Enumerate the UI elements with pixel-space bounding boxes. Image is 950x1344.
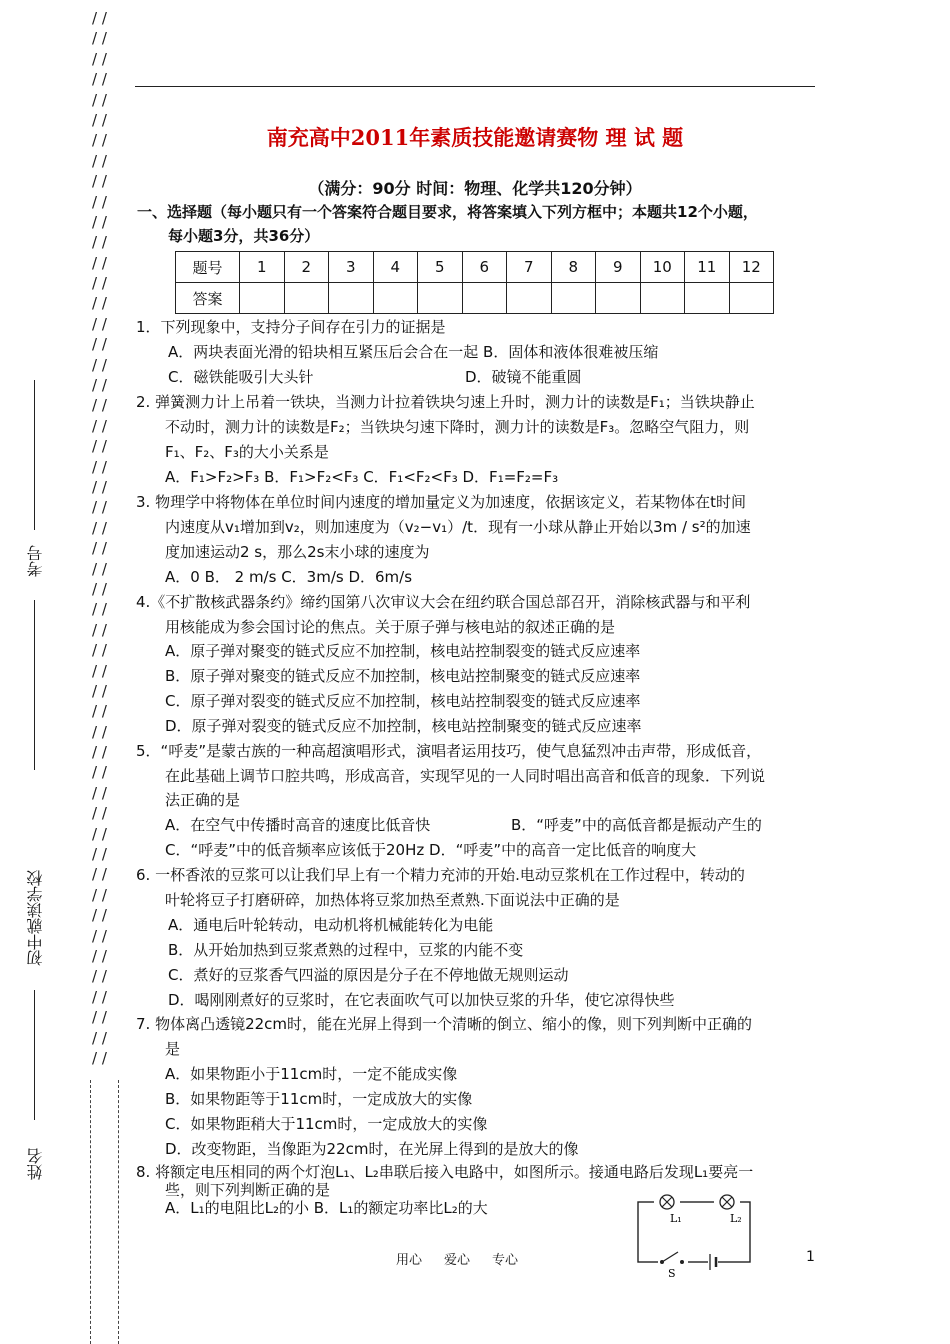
option-line: B．如果物距等于11cm时，一定成放大的实像 <box>165 1090 473 1108</box>
margin-slash: / / <box>92 865 107 884</box>
margin-slash: / / <box>92 90 107 109</box>
section-heading-cont: 每小题3分，共36分） <box>168 227 320 245</box>
margin-slash: / / <box>92 702 107 721</box>
margin-slash: / / <box>92 70 107 89</box>
question-line: F₁、F₂、F₃的大小关系是 <box>165 443 329 461</box>
question-line: 7. 物体离凸透镜22cm时，能在光屏上得到一个清晰的倒立、缩小的像，则下列判断中正确的 <box>136 1015 753 1033</box>
option-line: C．煮好的豆浆香气四溢的原因是分子在不停地做无规则运动 <box>168 966 569 984</box>
margin-slash: / / <box>92 1028 107 1047</box>
margin-slash: / / <box>92 885 107 904</box>
margin-slash: / / <box>92 437 107 456</box>
margin-slash: / / <box>92 641 107 660</box>
margin-slash: / / <box>92 743 107 762</box>
binding-margin-marks <box>92 8 122 1068</box>
table-row <box>176 252 774 283</box>
answer-cell[interactable] <box>240 283 285 314</box>
option-line: A．在空气中传播时高音的速度比低音快 <box>165 816 431 834</box>
answer-cell[interactable] <box>418 283 463 314</box>
page-number: 1 <box>806 1249 815 1265</box>
cut-line-2 <box>118 1080 119 1344</box>
margin-slash: / / <box>92 192 107 211</box>
margin-slash: / / <box>92 355 107 374</box>
margin-slash: / / <box>92 49 107 68</box>
footer-word: 爱心 <box>444 1253 471 1268</box>
margin-slash: / / <box>92 498 107 517</box>
margin-slash: / / <box>92 457 107 476</box>
option-line: B．从开始加热到豆浆煮熟的过程中，豆浆的内能不变 <box>168 941 524 959</box>
header-rule <box>135 86 815 87</box>
answer-cell[interactable] <box>507 283 552 314</box>
margin-slash: / / <box>92 9 107 27</box>
table-cell: 10 <box>640 252 685 283</box>
kaohao-line-top <box>34 380 35 530</box>
answer-cell[interactable] <box>551 283 596 314</box>
table-cell: 5 <box>418 252 463 283</box>
option-line: D．破镜不能重圆 <box>465 368 582 386</box>
option-line: A．F₁>F₂>F₃ B．F₁>F₂<F₃ C．F₁<F₂<F₃ D．F₁=F₂=F₃ <box>165 468 559 486</box>
school-label: 初中就读学校 <box>26 870 45 966</box>
margin-slash: / / <box>92 518 107 537</box>
page-subtitle: （满分：90分 时间：物理、化学共120分钟） <box>308 179 642 198</box>
option-line: C．如果物距稍大于11cm时，一定成放大的实像 <box>165 1115 488 1133</box>
footer-motto <box>396 1249 540 1268</box>
footer-word: 用心 <box>396 1253 423 1268</box>
margin-slash: / / <box>92 987 107 1006</box>
margin-slash: / / <box>92 110 107 129</box>
table-cell: 12 <box>729 252 774 283</box>
margin-slash: / / <box>92 783 107 802</box>
option-line: B．原子弹对聚变的链式反应不加控制，核电站控制聚变的链式反应速率 <box>165 667 641 685</box>
circuit-diagram <box>630 1190 760 1280</box>
table-cell: 8 <box>551 252 596 283</box>
margin-slash: / / <box>92 579 107 598</box>
table-cell: 11 <box>685 252 730 283</box>
circuit-wire <box>638 1202 750 1262</box>
margin-slash: / / <box>92 845 107 864</box>
margin-slash: / / <box>92 906 107 925</box>
kaohao-label: 考号 <box>26 545 45 577</box>
margin-slash: / / <box>92 253 107 272</box>
option-line: A．通电后叶轮转动，电动机将机械能转化为电能 <box>168 916 494 934</box>
margin-slash: / / <box>92 1008 107 1027</box>
option-line: C．原子弹对裂变的链式反应不加控制，核电站控制裂变的链式反应速率 <box>165 692 641 710</box>
table-cell: 7 <box>507 252 552 283</box>
answer-cell[interactable] <box>284 283 329 314</box>
margin-slash: / / <box>92 274 107 293</box>
margin-slash: / / <box>92 620 107 639</box>
answer-cell[interactable] <box>596 283 641 314</box>
cut-line-1 <box>90 1080 91 1344</box>
question-line: 用核能成为参会国讨论的焦点。关于原子弹与核电站的叙述正确的是 <box>165 618 616 636</box>
answer-table <box>175 251 774 314</box>
table-cell: 4 <box>373 252 418 283</box>
kaohao-line-bottom <box>34 600 35 770</box>
answer-cell[interactable] <box>373 283 418 314</box>
margin-slash: / / <box>92 1048 107 1067</box>
page-title: 南充高中2011年素质技能邀请赛物 理 试 题 <box>266 125 684 150</box>
question-line: 些，则下列判断正确的是 <box>165 1181 331 1199</box>
option-line: A．如果物距小于11cm时，一定不能成实像 <box>165 1065 458 1083</box>
margin-slash: / / <box>92 722 107 741</box>
margin-slash: / / <box>92 416 107 435</box>
margin-slash: / / <box>92 477 107 496</box>
table-cell: 2 <box>284 252 329 283</box>
margin-slash: / / <box>92 804 107 823</box>
lamp-l1-label: L₁ <box>670 1212 682 1225</box>
option-line: A．两块表面光滑的铅块相互紧压后会合在一起 B．固体和液体很难被压缩 <box>168 343 659 361</box>
margin-slash: / / <box>92 967 107 986</box>
option-line: C．磁铁能吸引大头针 <box>168 368 314 386</box>
margin-slash: / / <box>92 539 107 558</box>
question-line: 2. 弹簧测力计上吊着一铁块，当测力计拉着铁块匀速上升时，测力计的读数是F₁；当铁块静止 <box>136 393 755 411</box>
margin-slash: / / <box>92 233 107 252</box>
table-cell: 3 <box>329 252 374 283</box>
margin-slash: / / <box>92 661 107 680</box>
lamp-l1-icon <box>660 1195 674 1209</box>
answer-cell[interactable] <box>685 283 730 314</box>
table-cell: 1 <box>240 252 285 283</box>
answer-cell[interactable] <box>462 283 507 314</box>
table-cell: 6 <box>462 252 507 283</box>
question-line: 4.《不扩散核武器条约》缔约国第八次审议大会在纽约联合国总部召开，消除核武器与和平利 <box>136 593 751 611</box>
answer-cell[interactable] <box>729 283 774 314</box>
question-line: 6. 一杯香浓的豆浆可以让我们早上有一个精力充沛的开始.电动豆浆机在工作过程中，转动的 <box>136 866 745 884</box>
margin-slash: / / <box>92 824 107 843</box>
margin-slash: / / <box>92 294 107 313</box>
option-line: A．原子弹对聚变的链式反应不加控制，核电站控制裂变的链式反应速率 <box>165 642 641 660</box>
option-line: C．“呼麦”中的低音频率应该低于20Hz D．“呼麦”中的高音一定比低音的响度大 <box>165 841 697 859</box>
answer-cell[interactable] <box>329 283 374 314</box>
question-line: 3. 物理学中将物体在单位时间内速度的增加量定义为加速度，依据该定义，若某物体在t时间 <box>136 493 746 511</box>
option-line: D．喝刚刚煮好的豆浆时，在它表面吹气可以加快豆浆的升华，使它凉得快些 <box>168 991 675 1009</box>
section-heading: 一、选择题（每小题只有一个答案符合题目要求，将答案填入下列方框中；本题共12个小题， <box>137 203 758 221</box>
question-line: 度加速运动2 s，那么2s末小球的速度为 <box>165 543 430 561</box>
table-head-answer: 答案 <box>176 283 240 314</box>
lamp-l2-icon <box>720 1195 734 1209</box>
margin-slash: / / <box>92 396 107 415</box>
answer-cell[interactable] <box>640 283 685 314</box>
option-line: D．原子弹对裂变的链式反应不加控制，核电站控制聚变的链式反应速率 <box>165 717 642 735</box>
question-line: 1．下列现象中，支持分子间存在引力的证据是 <box>136 318 446 336</box>
question-line: 叶轮将豆子打磨研碎，加热体将豆浆加热至煮熟.下面说法中正确的是 <box>165 891 620 909</box>
option-line: A．L₁的电阻比L₂的小 B．L₁的额定功率比L₂的大 <box>165 1199 488 1217</box>
table-head-number: 题号 <box>176 252 240 283</box>
margin-slash: / / <box>92 131 107 150</box>
margin-slash: / / <box>92 600 107 619</box>
margin-slash: / / <box>92 151 107 170</box>
table-cell: 9 <box>596 252 641 283</box>
question-line: 内速度从v₁增加到v₂，则加速度为（v₂−v₁）/t．现有一小球从静止开始以3m / s²的加速 <box>165 518 751 536</box>
question-line: 是 <box>165 1040 181 1058</box>
option-line: A．0 B． 2 m/s C．3m/s D．6m/s <box>165 568 413 586</box>
question-line: 5．“呼麦”是蒙古族的一种高超演唱形式，演唱者运用技巧，使气息猛烈冲击声带，形成低音， <box>136 742 762 760</box>
switch-label: S <box>668 1267 676 1280</box>
margin-slash: / / <box>92 376 107 395</box>
margin-slash: / / <box>92 314 107 333</box>
name-label: 姓名 <box>26 1148 45 1180</box>
lamp-l2-label: L₂ <box>730 1212 742 1225</box>
question-line: 8. 将额定电压相同的两个灯泡L₁、L₂串联后接入电路中，如图所示。接通电路后发现L₁要亮一 <box>136 1163 754 1181</box>
footer-word: 专心 <box>492 1253 519 1268</box>
margin-slash: / / <box>92 29 107 48</box>
option-line: B．“呼麦”中的高低音都是振动产生的 <box>511 816 762 834</box>
margin-slash: / / <box>92 212 107 231</box>
margin-slash: / / <box>92 335 107 354</box>
question-line: 法正确的是 <box>165 791 241 809</box>
margin-slash: / / <box>92 559 107 578</box>
question-line: 不动时，测力计的读数是F₂；当铁块匀速下降时，测力计的读数是F₃。忽略空气阻力，则 <box>165 418 750 436</box>
margin-slash: / / <box>92 926 107 945</box>
margin-slash: / / <box>92 172 107 191</box>
margin-slash: / / <box>92 946 107 965</box>
question-line: 在此基础上调节口腔共鸣，形成高音，实现罕见的一人同时唱出高音和低音的现象．下列说 <box>165 767 766 785</box>
school-line <box>34 990 35 1120</box>
table-row <box>176 283 774 314</box>
margin-slash: / / <box>92 763 107 782</box>
margin-slash: / / <box>92 681 107 700</box>
option-line: D．改变物距，当像距为22cm时，在光屏上得到的是放大的像 <box>165 1140 579 1158</box>
